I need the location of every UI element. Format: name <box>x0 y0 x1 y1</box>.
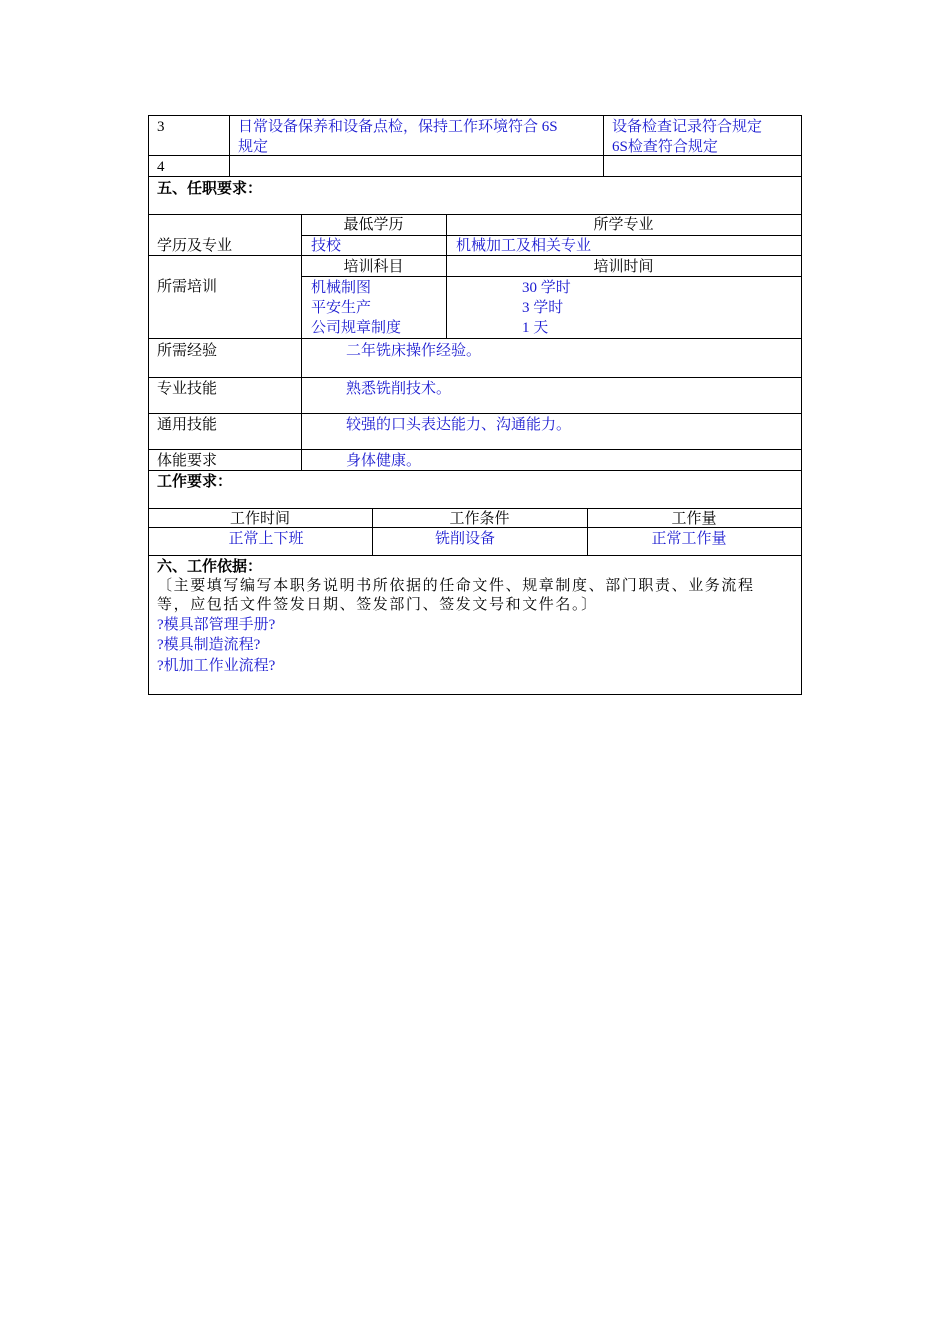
duty-row-4-number: 4 <box>157 159 165 175</box>
work-requirements-title: 工作要求： <box>157 474 233 490</box>
workload-header: 工作量 <box>671 511 717 527</box>
training-subject-2: 平安生产 <box>311 300 372 316</box>
section5-title: 五、任职要求： <box>157 181 263 197</box>
general-skill-label: 通用技能 <box>157 417 218 433</box>
min-education-value: 技校 <box>311 238 342 254</box>
training-time-header: 培训时间 <box>593 259 654 275</box>
work-condition-header: 工作条件 <box>449 511 510 527</box>
basis-document-3: ?机加工作业流程? <box>157 658 276 674</box>
training-label: 所需培训 <box>157 279 218 295</box>
work-time-value: 正常上下班 <box>228 531 304 547</box>
duty-row-3-standard-line1: 设备检查记录符合规定 <box>612 119 763 135</box>
education-label: 学历及专业 <box>157 238 233 254</box>
training-time-1: 30 学时 <box>522 280 571 296</box>
physical-label: 体能要求 <box>157 453 218 469</box>
duty-row-3-content-line2: 规定 <box>238 139 269 155</box>
professional-skill-label: 专业技能 <box>157 381 218 397</box>
basis-document-1: ?模具部管理手册? <box>157 617 276 633</box>
work-condition-value: 铣削设备 <box>434 531 495 547</box>
professional-skill-value: 熟悉铣削技术。 <box>346 381 452 397</box>
work-time-header: 工作时间 <box>229 511 290 527</box>
training-subject-3: 公司规章制度 <box>311 320 402 336</box>
section6-note-line2: 等，应包括文件签发日期、签发部门、签发文号和文件名。〕 <box>157 597 598 613</box>
duty-row-3-content-line1: 日常设备保养和设备点检，保持工作环境符合 6S <box>238 119 558 135</box>
experience-value: 二年铣床操作经验。 <box>346 343 482 359</box>
training-subject-header: 培训科目 <box>343 259 404 275</box>
experience-label: 所需经验 <box>157 343 218 359</box>
duty-row-3-standard-line2: 6S检查符合规定 <box>612 139 718 155</box>
min-education-header: 最低学历 <box>343 217 404 233</box>
basis-document-2: ?模具制造流程? <box>157 637 261 653</box>
section6-title: 六、工作依据： <box>157 559 263 575</box>
workload-value: 正常工作量 <box>651 531 727 547</box>
general-skill-value: 较强的口头表达能力、沟通能力。 <box>346 417 572 433</box>
physical-value: 身体健康。 <box>346 453 422 469</box>
training-subject-1: 机械制图 <box>311 280 372 296</box>
section6-note-line1: 〔主要填写编写本职务说明书所依据的任命文件、规章制度、部门职责、业务流程 <box>157 578 755 594</box>
duty-row-3-number: 3 <box>157 119 165 135</box>
major-header: 所学专业 <box>593 217 654 233</box>
major-value: 机械加工及相关专业 <box>456 238 592 254</box>
training-time-2: 3 学时 <box>522 300 564 316</box>
training-time-3: 1 天 <box>522 320 549 336</box>
